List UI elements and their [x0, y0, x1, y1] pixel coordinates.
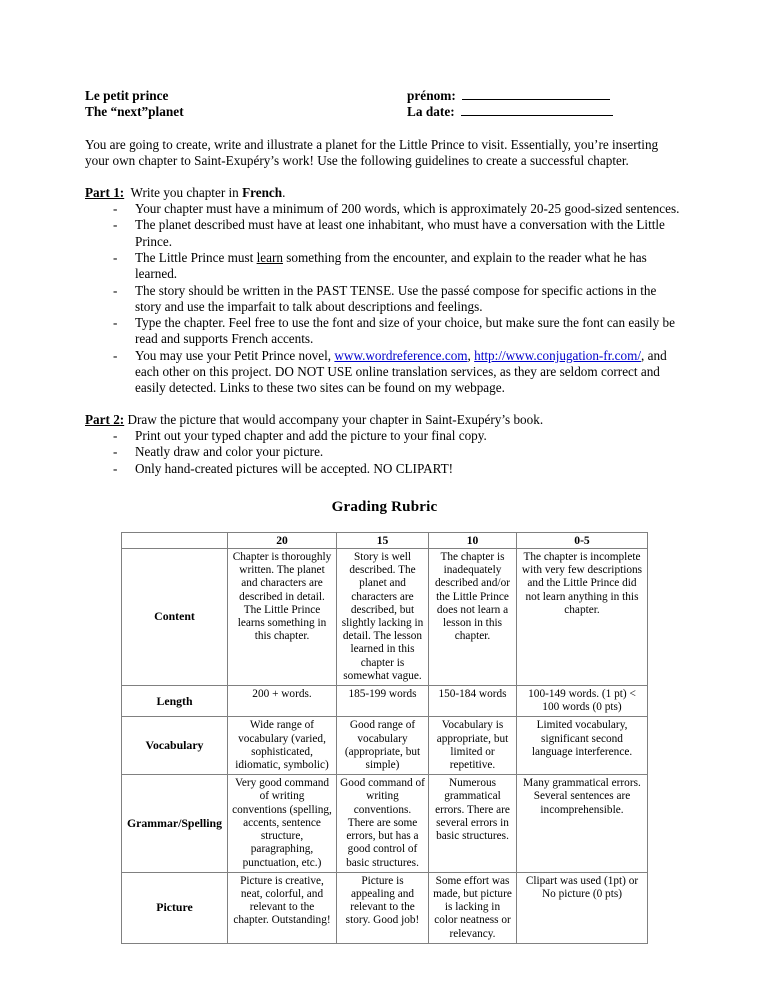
wordreference-link[interactable]: www.wordreference.com — [334, 347, 468, 363]
prenom-label: prénom: — [407, 88, 456, 103]
header-fields-block — [407, 88, 684, 119]
cell-grammar-10: Numerous grammatical errors. There are several errors in basic structures. — [429, 775, 517, 872]
cell-vocabulary-10: Vocabulary is appropriate, but limited or repetitive. — [429, 717, 517, 775]
document-title-line-2: The “next”planet — [85, 103, 184, 119]
cell-vocabulary-20: Wide range of vocabulary (varied, sophisticated, idiomatic, symbolic) — [228, 717, 337, 775]
column-header-criterion — [122, 532, 228, 548]
date-field-row — [407, 104, 684, 120]
row-criterion-picture: Picture — [122, 872, 228, 943]
bullet-dash-icon: - — [113, 217, 118, 233]
cell-vocabulary-15: Good range of vocabulary (appropriate, but simple) — [337, 717, 429, 775]
cell-length-15: 185-199 words — [337, 686, 429, 717]
document-header — [85, 88, 684, 119]
list-item — [85, 444, 684, 460]
row-criterion-content: Content — [122, 549, 228, 686]
bullet-dash-icon: - — [113, 315, 118, 331]
row-criterion-vocabulary: Vocabulary — [122, 717, 228, 775]
table-row — [122, 549, 648, 686]
list-item — [85, 461, 684, 477]
list-item-text: Neatly draw and color your picture. — [135, 444, 324, 460]
part-1-heading-strong: French — [242, 184, 283, 200]
list-item-text: The story should be written in the PAST TENSE. Use the passé compose for specific actions in the story and use the imparfait to talk about descriptions and feelings. — [135, 282, 657, 314]
cell-picture-10: Some effort was made, but picture is lacking in color neatness or relevancy. — [429, 872, 517, 943]
list-item — [85, 201, 684, 217]
list-item — [85, 217, 684, 250]
cell-grammar-15: Good command of writing conventions. There are some errors, but has a good control of basic structures. — [337, 775, 429, 872]
list-item — [85, 250, 684, 283]
table-row — [122, 717, 648, 775]
row-criterion-length: Length — [122, 686, 228, 717]
row-criterion-grammar-spelling: Grammar/Spelling — [122, 775, 228, 872]
rubric-table-wrapper — [85, 532, 684, 944]
list-item-text-tail: something from the encounter, and explain to the reader what he has learned. — [135, 249, 647, 282]
rubric-title: Grading Rubric — [331, 498, 438, 515]
column-header-20: 20 — [228, 532, 337, 548]
prenom-input-blank[interactable] — [462, 88, 610, 100]
cell-length-10: 150-184 words — [429, 686, 517, 717]
list-item-text: Your chapter must have a minimum of 200 words, which is approximately 20-25 good-sized sentences. — [135, 201, 680, 217]
part-1-list — [85, 201, 684, 397]
part-1-heading-end: . — [282, 184, 286, 200]
list-item-text-tail: , and each other on this project. DO NOT USE online translation services, as they are seldom correct and easily detected. Links to these two sites can be found on my webpage. — [135, 347, 667, 396]
conjugation-fr-link[interactable]: http://www.conjugation-fr.com/ — [474, 347, 642, 363]
column-header-10: 10 — [429, 532, 517, 548]
table-row — [122, 686, 648, 717]
part-2-heading-text: Draw the picture that would accompany your chapter in Saint-Exupéry’s book. — [127, 411, 544, 427]
bullet-dash-icon: - — [113, 444, 118, 460]
part-1-section — [85, 185, 684, 397]
cell-content-0-5: The chapter is incomplete with very few descriptions and the Little Prince did not learn anything in this chapter. — [517, 549, 648, 686]
document-title-line-1: Le petit prince — [85, 88, 169, 103]
cell-content-20: Chapter is thoroughly written. The planet and characters are described in detail. The Little Prince learns something in this chapter. — [228, 549, 337, 686]
cell-picture-20: Picture is creative, neat, colorful, and relevant to the chapter. Outstanding! — [228, 872, 337, 943]
list-item — [85, 428, 684, 444]
list-item-text: Only hand-created pictures will be accepted. NO CLIPART! — [135, 460, 454, 476]
part-1-heading — [85, 185, 684, 201]
date-label: La date: — [407, 103, 455, 119]
grading-rubric-table — [121, 532, 648, 944]
cell-grammar-20: Very good command of writing conventions (spelling, accents, sentence structure, paragraphing, punctuation, etc.) — [228, 775, 337, 872]
bullet-dash-icon: - — [113, 201, 118, 217]
date-input-blank[interactable] — [461, 104, 613, 116]
intro-paragraph: You are going to create, write and illustrate a planet for the Little Prince to visit. Essentially, you’re inserting your own chapter to Saint-Exupéry’s work! Use the following guidelines to create a successful chapter. — [85, 137, 659, 169]
list-item-text: You may use your Petit Prince novel, — [135, 347, 335, 363]
list-item-text: The planet described must have at least one inhabitant, who must have a conversation with the Little Prince. — [135, 217, 665, 249]
cell-content-15: Story is well described. The planet and characters are described, but slightly lacking in detail. The lesson learned in this chapter is somewhat vague. — [337, 549, 429, 686]
bullet-dash-icon: - — [113, 249, 118, 265]
list-item — [85, 315, 684, 348]
part-2-section — [85, 412, 684, 477]
table-row — [122, 872, 648, 943]
list-item-text: Print out your typed chapter and add the picture to your final copy. — [135, 427, 487, 443]
list-item-with-links — [85, 348, 684, 397]
part-1-label: Part 1: — [85, 184, 125, 200]
cell-picture-15: Picture is appealing and relevant to the story. Good job! — [337, 872, 429, 943]
bullet-dash-icon: - — [113, 427, 118, 443]
cell-content-10: The chapter is inadequately described and/or the Little Prince does not learn a lesson in this chapter. — [429, 549, 517, 686]
bullet-dash-icon: - — [113, 282, 118, 298]
part-2-heading — [85, 412, 684, 428]
part-1-heading-text: Write you chapter in — [130, 184, 243, 200]
link-separator: , — [467, 347, 475, 363]
cell-length-20: 200 + words. — [228, 686, 337, 717]
list-item-text: Type the chapter. Feel free to use the font and size of your choice, but make sure the font can easily be read and supports French accents. — [135, 315, 675, 347]
part-2-list — [85, 428, 684, 477]
cell-grammar-0-5: Many grammatical errors. Several sentences are incomprehensible. — [517, 775, 648, 872]
cell-length-0-5: 100-149 words. (1 pt) < 100 words (0 pts) — [517, 686, 648, 717]
cell-vocabulary-0-5: Limited vocabulary, significant second language interference. — [517, 717, 648, 775]
cell-picture-0-5: Clipart was used (1pt) or No picture (0 pts) — [517, 872, 648, 943]
table-row — [122, 775, 648, 872]
header-title-block — [85, 88, 407, 119]
part-2-label: Part 2: — [85, 411, 125, 427]
bullet-dash-icon: - — [113, 460, 118, 476]
column-header-15: 15 — [337, 532, 429, 548]
table-header-row — [122, 532, 648, 548]
bullet-dash-icon: - — [113, 347, 118, 363]
list-item — [85, 283, 684, 316]
list-item-text: The Little Prince must — [135, 249, 257, 265]
column-header-0-5: 0-5 — [517, 532, 648, 548]
list-item-emphasis: learn — [256, 249, 283, 265]
prenom-field-row — [407, 88, 684, 104]
